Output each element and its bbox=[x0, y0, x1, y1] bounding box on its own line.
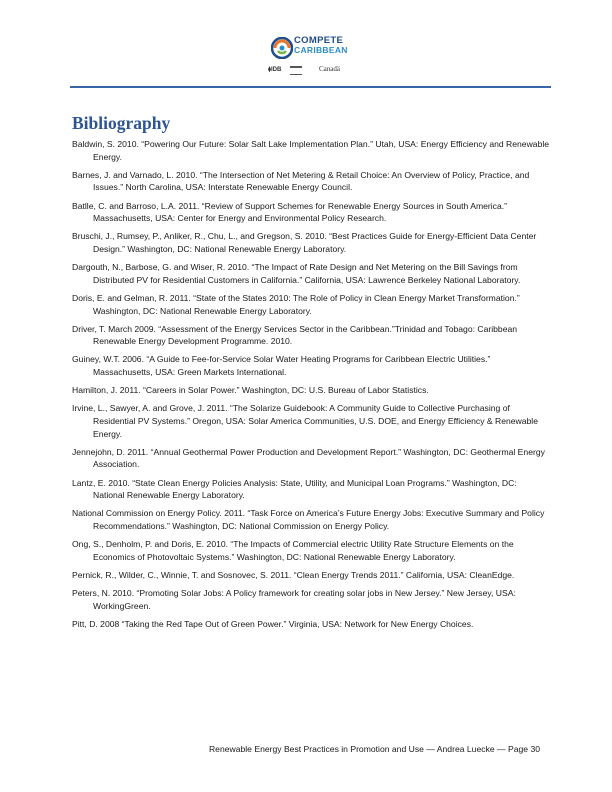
reference-item: Pernick, R., Wilder, C., Winnie, T. and Sosnovec, S. 2011. “Clean Energy Trends 2011.” California, USA: CleanEdge. bbox=[72, 569, 515, 580]
reference-item: Driver, T. March 2009. “Assessment of the Energy Services Sector in the Caribbean.”Trinidad and Tobago: Caribbean Renewable Energy Development Programme. 2010. bbox=[72, 323, 518, 347]
reference-item: Pitt, D. 2008 “Taking the Red Tape Out of Green Power.” Virginia, USA: Network for New Energy Choices. bbox=[72, 618, 474, 629]
idb-logo: ⧫IDB bbox=[268, 67, 282, 73]
reference-item: Barnes, J. and Varnado, L. 2010. “The Intersection of Net Metering & Retail Choice: An Overview of Policy, Practice, and Issues.” North Carolina, USA: Interstate Renewable Energy Council. bbox=[72, 169, 530, 193]
logo-text-compete: COMPETE bbox=[294, 35, 344, 46]
reference-item: Hamilton, J. 2011. “Careers in Solar Power.” Washington, DC: U.S. Bureau of Labor Statistics. bbox=[72, 385, 429, 396]
logo-text-caribbean: CARIBBEAN bbox=[294, 45, 348, 55]
reference-item: National Commission on Energy Policy. 2011. “Task Force on America’s Future Energy Jobs: Executive Summary and Policy Recommendations.” Washington, DC: National Commission on Energy Policy. bbox=[72, 508, 545, 531]
canada-wordmark: Canadä bbox=[319, 65, 340, 73]
partner-mark-icon bbox=[290, 66, 302, 75]
header-divider bbox=[70, 86, 551, 88]
reference-item: Peters, N. 2010. “Promoting Solar Jobs: A Policy framework for creating solar jobs in New Jersey.” New Jersey, USA: WorkingGreen. bbox=[72, 588, 516, 611]
reference-item: Ong, S., Denholm, P. and Doris, E. 2010. “The Impacts of Commercial electric Utility Rate Structure Elements on the Economics of Photovoltaic Systems.” Washington, DC: National Renewable Energy Laboratory. bbox=[72, 539, 514, 562]
reference-item: Lantz, E. 2010. “State Clean Energy Policies Analysis: State, Utility, and Municipal Loan Programs.” Washington, DC: National Renewable Energy Laboratory. bbox=[72, 477, 517, 501]
reference-item: Doris, E. and Gelman, R. 2011. “State of the States 2010: The Role of Policy in Clean Energy Market Transformation.” Washington, DC: National Renewable Energy Laboratory. bbox=[72, 292, 520, 316]
header-logo bbox=[0, 34, 612, 86]
bibliography-list bbox=[72, 138, 550, 636]
reference-item: Dargouth, N., Barbose, G. and Wiser, R. 2010. “The Impact of Rate Design and Net Metering on the Bill Savings from Distributed PV for Residential Customers in California.” California, USA: Lawrence Berkeley National Laboratory. bbox=[72, 262, 521, 285]
reference-item: Guiney, W.T. 2006. “A Guide to Fee-for-Service Solar Water Heating Programs for Caribbean Electric Utilities.” Massachusetts, USA: Green Markets International. bbox=[72, 354, 491, 378]
reference-item: Bruschi, J., Rumsey, P., Anliker, R., Chu, L., and Gregson, S. 2010. “Best Practices Guide for Energy-Efficient Data Center Design.” Washington, DC: National Renewable Energy Laboratory. bbox=[72, 231, 537, 254]
reference-item: Jennejohn, D. 2011. “Annual Geothermal Power Production and Development Report.” Washington, DC: Geothermal Energy Association. bbox=[72, 446, 545, 470]
page-title: Bibliography bbox=[72, 113, 171, 133]
page-footer: Renewable Energy Best Practices in Promotion and Use — Andrea Luecke — Page 30 bbox=[208, 744, 540, 754]
reference-item: Irvine, L., Sawyer, A. and Grove, J. 2011. “The Solarize Guidebook: A Community Guide to Collective Purchasing of Residential PV Systems.” Oregon, USA: Solar America Communities, U.S. DOE, and Energy Efficiency & Renewable Energy. bbox=[72, 403, 538, 439]
reference-item: Batlle, C. and Barroso, L.A. 2011. “Review of Support Schemes for Renewable Energy Sources in South America.” Massachusetts, USA: Center for Energy and Environmental Policy Research. bbox=[72, 200, 507, 224]
compete-caribbean-logo-icon bbox=[271, 37, 293, 59]
reference-item: Baldwin, S. 2010. “Powering Our Future: Solar Salt Lake Implementation Plan.” Utah, USA: Energy Efficiency and Renewable Energy. bbox=[72, 139, 550, 162]
